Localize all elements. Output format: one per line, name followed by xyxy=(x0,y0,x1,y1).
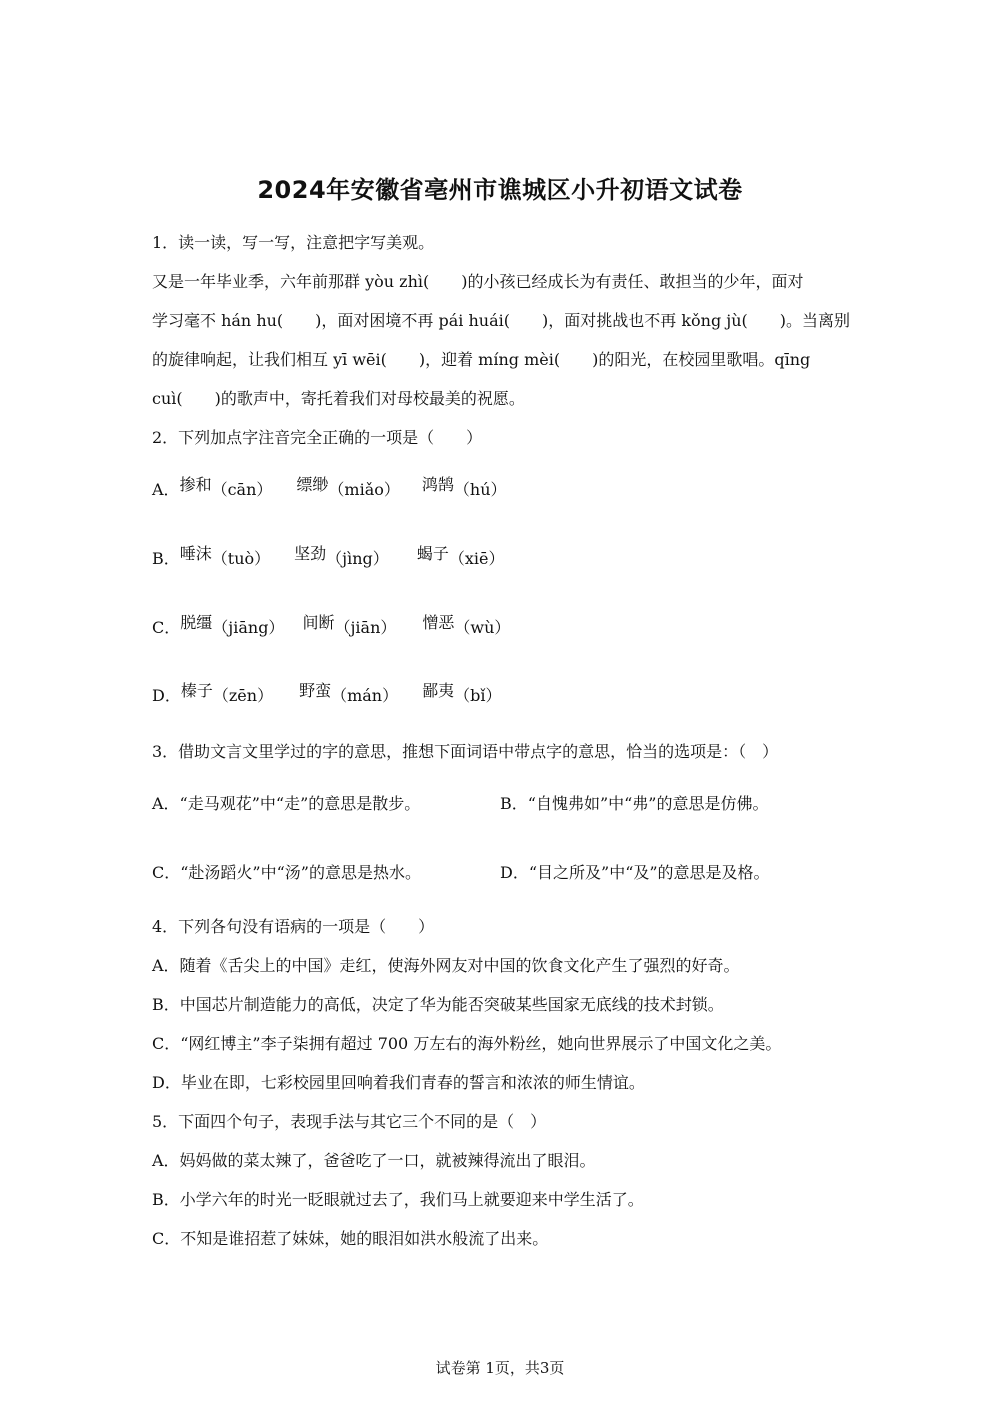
page-footer: 试卷第 1页，共3页 xyxy=(435,1359,565,1377)
question-1-stem: 1．读一读，写一写，注意把字写美观。 xyxy=(152,233,435,252)
option-label: B． xyxy=(152,549,180,568)
question-4-option-d: D．毕业在即，七彩校园里回响着我们青春的誓言和浓浓的师生情谊。 xyxy=(152,1073,645,1092)
question-1-line-2: 学习毫不 hán hu( )，面对困境不再 pái huái( )，面对挑战也不再 kǒng jù( )。当离别 xyxy=(152,311,851,330)
question-3-option-b: B．“自愧弗如”中“弗”的意思是仿佛。 xyxy=(500,794,769,813)
option-word: 蝎子 xyxy=(416,544,449,563)
question-2-option-c xyxy=(152,613,511,639)
question-5-option-b: B．小学六年的时光一眨眼就过去了，我们马上就要迎来中学生活了。 xyxy=(152,1190,644,1209)
question-5-option-c: C．不知是谁招惹了妹妹，她的眼泪如洪水般流了出来。 xyxy=(152,1229,549,1248)
option-label: D． xyxy=(152,686,181,705)
option-pinyin: （wù） xyxy=(454,618,511,637)
option-label: A． xyxy=(152,480,180,499)
option-pinyin: （cān） xyxy=(211,480,273,499)
question-2-option-d xyxy=(152,681,502,707)
question-4-stem: 4．下列各句没有语病的一项是（ ） xyxy=(152,917,435,936)
option-word: 掺和 xyxy=(179,475,212,494)
option-word: 脱缰 xyxy=(180,613,213,632)
option-word: 憎恶 xyxy=(422,613,455,632)
question-3-option-a: A．“走马观花”中“走”的意思是散步。 xyxy=(152,794,421,813)
option-pinyin: （jiāng） xyxy=(212,618,285,637)
option-pinyin: （bǐ） xyxy=(454,686,502,705)
option-pinyin: （mán） xyxy=(331,686,399,705)
option-pinyin: （jìng） xyxy=(326,549,389,568)
option-word: 野蛮 xyxy=(299,681,332,700)
question-3-option-d: D．“目之所及”中“及”的意思是及格。 xyxy=(500,863,770,882)
option-word: 间断 xyxy=(302,613,335,632)
question-4-option-b: B．中国芯片制造能力的高低，决定了华为能否突破某些国家无底线的技术封锁。 xyxy=(152,995,724,1014)
question-2-stem: 2．下列加点字注音完全正确的一项是（ ） xyxy=(152,428,483,447)
question-4-option-a: A．随着《舌尖上的中国》走红，使海外网友对中国的饮食文化产生了强烈的好奇。 xyxy=(152,956,740,975)
option-pinyin: （hú） xyxy=(453,480,507,499)
question-3-stem: 3．借助文言文里学过的字的意思，推想下面词语中带点字的意思，恰当的选项是：（ ） xyxy=(152,742,779,761)
option-label: C． xyxy=(152,618,181,637)
option-pinyin: （jiān） xyxy=(334,618,397,637)
option-word: 坚劲 xyxy=(294,544,327,563)
option-word: 鸿鹄 xyxy=(421,475,454,494)
question-5-stem: 5．下面四个句子，表现手法与其它三个不同的是（ ） xyxy=(152,1112,547,1131)
question-3-option-c: C．“赴汤蹈火”中“汤”的意思是热水。 xyxy=(152,863,421,882)
option-word: 榛子 xyxy=(180,681,213,700)
question-4-option-c: C．“网红博主”李子柒拥有超过 700 万左右的海外粉丝，她向世界展示了中国文化之美。 xyxy=(152,1034,782,1053)
option-pinyin: （tuò） xyxy=(211,549,271,568)
question-1-line-1: 又是一年毕业季，六年前那群 yòu zhì( )的小孩已经成长为有责任、敢担当的少年，面对 xyxy=(152,272,804,291)
option-pinyin: （miǎo） xyxy=(328,480,400,499)
question-2-option-a xyxy=(152,475,507,501)
question-5-option-a: A．妈妈做的菜太辣了，爸爸吃了一口，就被辣得流出了眼泪。 xyxy=(152,1151,596,1170)
option-pinyin: （xiē） xyxy=(448,549,505,568)
option-word: 鄙夷 xyxy=(422,681,455,700)
question-1-line-3: 的旋律响起，让我们相互 yī wēi( )，迎着 míng mèi( )的阳光，在校园里歌唱。qīng xyxy=(152,350,811,369)
page-title: 2024年安徽省亳州市谯城区小升初语文试卷 xyxy=(257,176,743,204)
option-word: 缥缈 xyxy=(296,475,329,494)
question-2-option-b xyxy=(152,544,505,570)
option-pinyin: （zēn） xyxy=(212,686,274,705)
question-1-line-4: cuì( )的歌声中，寄托着我们对母校最美的祝愿。 xyxy=(152,389,525,408)
option-word: 唾沫 xyxy=(179,544,212,563)
